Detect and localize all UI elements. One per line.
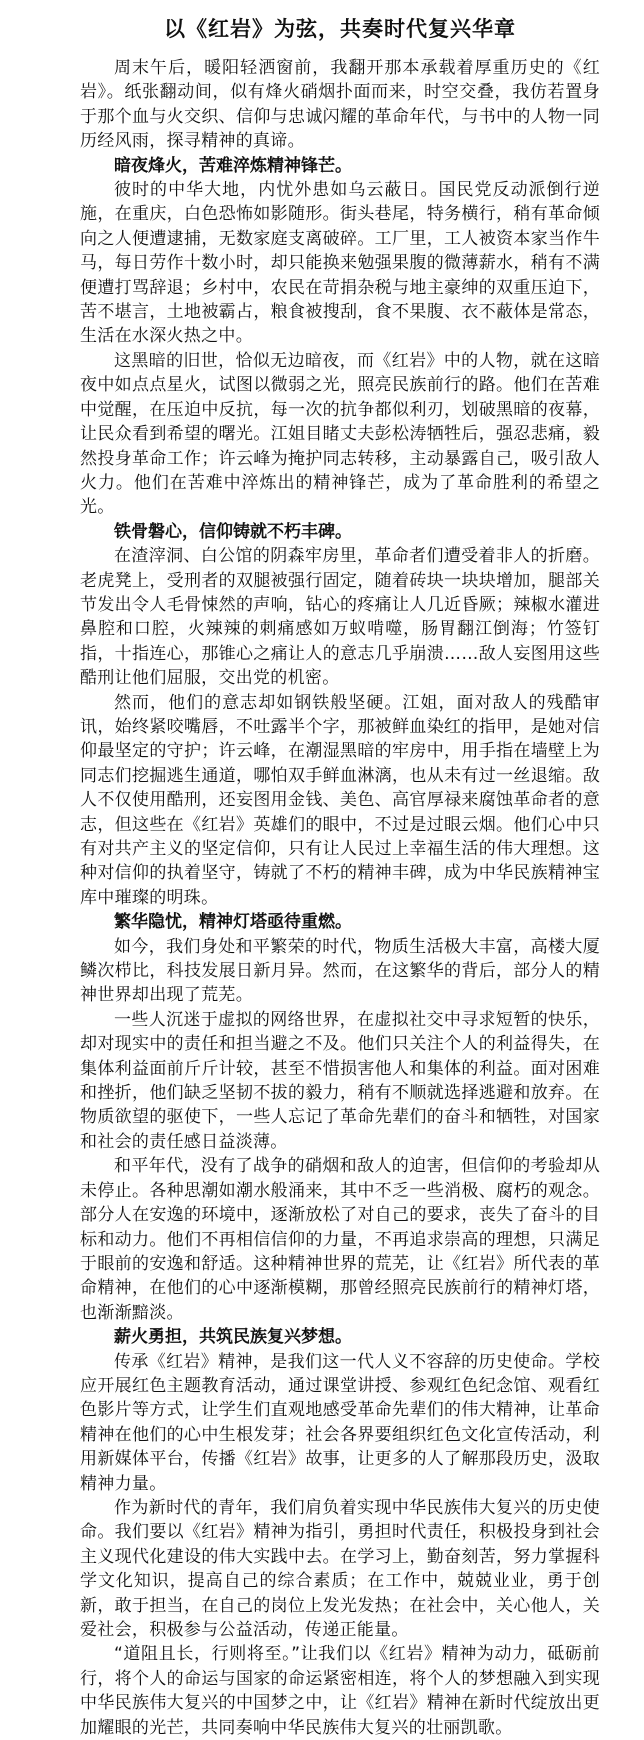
body-paragraph: 然而，他们的意志却如钢铁般坚硬。江姐，面对敌人的残酷审讯，始终紧咬嘴唇，不吐露半个字，那被鲜血染红的指甲，是她对信仰最坚定的守护；许云峰，在潮湿黑暗的牢房中，用手指在墙壁上为同志们挖掘逃生通道，哪怕双手鲜血淋漓，也从未有过一丝退缩。敌人不仅使用酷刑，还妄图用金钱、美色、高官厚禄来腐蚀革命者的意志，但这些在《红岩》英雄们的眼中，不过是过眼云烟。他们心中只有对共产主义的坚定信仰，只有让人民过上幸福生活的伟大理想。这种对信仰的执着坚守，铸就了不朽的精神丰碑，成为中华民族精神宝库中璀璨的明珠。 bbox=[80, 692, 600, 908]
body-paragraph: “道阻且长，行则将至。”让我们以《红岩》精神为动力，砥砺前行，将个人的命运与国家的命运紧密相连，将个人的梦想融入到实现中华民族伟大复兴的中国梦之中，让《红岩》精神在新时代绽放出更加耀眼的光芒，共同奏响中华民族伟大复兴的壮丽凯歌。 bbox=[80, 1644, 600, 1738]
section-heading: 薪火勇担，共筑民族复兴梦想。 bbox=[114, 1327, 352, 1348]
body-paragraph: 传承《红岩》精神，是我们这一代人义不容辞的历史使命。学校应开展红色主题教育活动，通过课堂讲授、参观红色纪念馆、观看红色影片等方式，让学生们直观地感受革命先辈们的伟大精神，让革命精神在他们的心中生根发芽；社会各界要组织红色文化宣传活动，利用新媒体平台，传播《红岩》故事，让更多的人了解那段历史，汲取精神力量。 bbox=[80, 1351, 600, 1494]
section-heading: 繁华隐忧，精神灯塔亟待重燃。 bbox=[114, 912, 352, 933]
body-paragraph: 一些人沉迷于虚拟的网络世界，在虚拟社交中寻求短暂的快乐，却对现实中的责任和担当避之不及。他们只关注个人的利益得失，在集体利益面前斤斤计较，甚至不惜损害他人和集体的利益。面对困难和挫折，他们缺乏坚韧不拔的毅力，稍有不顺就选择逃避和放弃。在物质欲望的驱使下，一些人忘记了革命先辈们的奋斗和牺牲，对国家和社会的责任感日益淡薄。 bbox=[80, 1009, 600, 1152]
body-paragraph: 周末午后，暖阳轻洒窗前，我翻开那本承载着厚重历史的《红岩》。纸张翻动间，似有烽火硝烟扑面而来，时空交叠，我仿若置身于那个血与火交织、信仰与忠诚闪耀的革命年代，与书中的人物一同历经风雨，探寻精神的真谛。 bbox=[80, 58, 600, 152]
section-heading: 暗夜烽火，苦难淬炼精神锋芒。 bbox=[114, 155, 352, 176]
body-paragraph: 作为新时代的青年，我们肩负着实现中华民族伟大复兴的历史使命。我们要以《红岩》精神为指引，勇担时代责任，积极投身到社会主义现代化建设的伟大实践中去。在学习上，勤奋刻苦，努力掌握科学文化知识，提高自己的综合素质；在工作中，兢兢业业，勇于创新，敢于担当，在自己的岗位上发光发热；在社会中，关心他人，关爱社会，积极参与公益活动，传递正能量。 bbox=[80, 1497, 600, 1640]
article-body bbox=[80, 56, 600, 1740]
article-title: 以《红岩》为弦，共奏时代复兴华章 bbox=[164, 17, 516, 41]
body-paragraph: 在渣滓洞、白公馆的阴森牢房里，革命者们遭受着非人的折磨。老虎凳上，受刑者的双腿被强行固定，随着砖块一块块增加，腿部关节发出令人毛骨悚然的声响，钻心的疼痛让人几近昏厥；辣椒水灌进鼻腔和口腔，火辣辣的刺痛感如万蚁啃噬，肠胃翻江倒海；竹签钉指，十指连心，那锥心之痛让人的意志几乎崩溃……敌人妄图用这些酷刑让他们屈服，交出党的机密。 bbox=[80, 546, 600, 689]
body-paragraph: 这黑暗的旧世，恰似无边暗夜，而《红岩》中的人物，就在这暗夜中如点点星火，试图以微弱之光，照亮民族前行的路。他们在苦难中觉醒，在压迫中反抗，每一次的抗争都似利刃，划破黑暗的夜幕，让民众看到希望的曙光。江姐目睹丈夫彭松涛牺牲后，强忍悲痛，毅然投身革命工作；许云峰为掩护同志转移，主动暴露自己，吸引敌人火力。他们在苦难中淬炼出的精神锋芒，成为了革命胜利的希望之光。 bbox=[80, 350, 600, 518]
body-paragraph: 彼时的中华大地，内忧外患如乌云蔽日。国民党反动派倒行逆施，在重庆，白色恐怖如影随形。街头巷尾，特务横行，稍有革命倾向之人便遭逮捕，无数家庭支离破碎。工厂里，工人被资本家当作牛马，每日劳作十数小时，却只能换来勉强果腹的微薄薪水，稍有不满便遭打骂辞退；乡村中，农民在苛捐杂税与地主豪绅的双重压迫下，苦不堪言，土地被霸占，粮食被搜刮，食不果腹、衣不蔽体是常态，生活在水深火热之中。 bbox=[80, 180, 600, 347]
body-paragraph: 和平年代，没有了战争的硝烟和敌人的迫害，但信仰的考验却从未停止。各种思潮如潮水般涌来，其中不乏一些消极、腐朽的观念。部分人在安逸的环境中，逐渐放松了对自己的要求，丧失了奋斗的目标和动力。他们不再相信信仰的力量，不再追求崇高的理想，只满足于眼前的安逸和舒适。这种精神世界的荒芜，让《红岩》所代表的革命精神，在他们的心中逐渐模糊，那曾经照亮民族前行的精神灯塔，也渐渐黯淡。 bbox=[80, 1156, 600, 1323]
body-paragraph: 如今，我们身处和平繁荣的时代，物质生活极大丰富，高楼大厦鳞次栉比，科技发展日新月异。然而，在这繁华的背后，部分人的精神世界却出现了荒芜。 bbox=[80, 936, 600, 1006]
section-heading: 铁骨磐心，信仰铸就不朽丰碑。 bbox=[114, 521, 352, 542]
